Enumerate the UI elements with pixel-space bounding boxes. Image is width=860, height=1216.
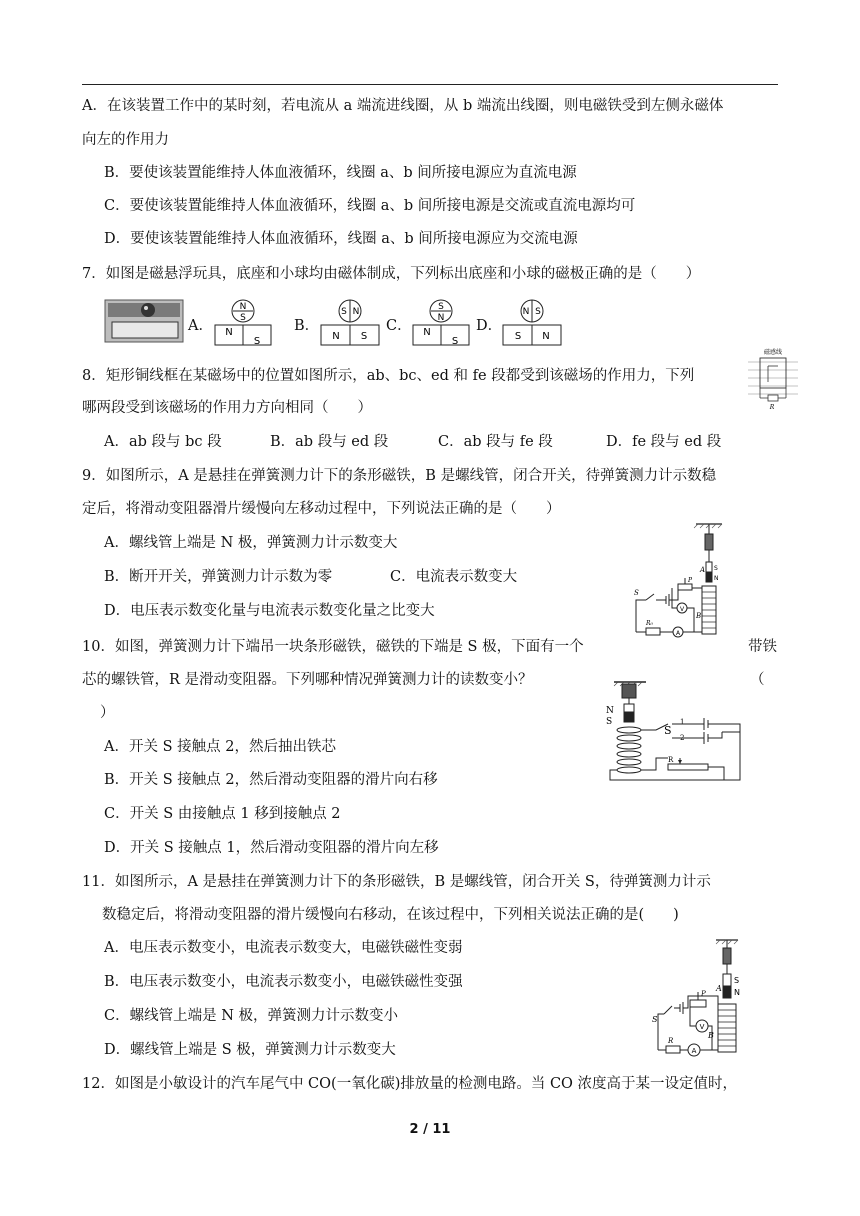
q6-option-c[interactable]: C．要使该装置能维持人体血液循环，线圈 a、b 间所接电源是交流或直流电源均可 — [104, 198, 636, 214]
q9-option-b[interactable]: B．断开开关，弹簧测力计示数为零 — [104, 569, 333, 585]
q10-rheostat-r: R — [668, 756, 674, 764]
q9-resistor-r0: R₀ — [646, 620, 653, 627]
q11-magnet-a: A — [716, 984, 722, 993]
q11-switch-s: S — [652, 1015, 658, 1024]
q11-option-b[interactable]: B．电压表示数变小，电流表示数变小，电磁铁磁性变强 — [104, 974, 463, 990]
q10-option-d[interactable]: D．开关 S 接触点 1，然后滑动变阻器的滑片向左移 — [104, 840, 439, 856]
q8-field-label: 磁感线 — [763, 349, 783, 356]
q11-voltmeter-v: V — [699, 1023, 705, 1031]
q7a-base-left: N — [225, 327, 233, 338]
q11-magnet-s: S — [734, 976, 740, 985]
q10-contact-2: 2 — [680, 734, 685, 742]
q10-stem-line3: ） — [100, 705, 115, 721]
q7c-ball-top: S — [438, 302, 444, 312]
q8-option-d[interactable]: D．fe 段与 ed 段 — [606, 434, 722, 450]
q11-option-c[interactable]: C．螺线管上端是 N 极，弹簧测力计示数变小 — [104, 1008, 398, 1024]
q10-magnet-n: N — [606, 706, 614, 716]
q9-switch-s: S — [634, 589, 639, 597]
q7d-base-right: N — [542, 331, 550, 342]
q7-option-c-figure — [410, 298, 474, 348]
q7-option-b-figure — [318, 298, 384, 348]
q11-stem-line1: 11．如图所示，A 是悬挂在弹簧测力计下的条形磁铁，B 是螺线管，闭合开关 S，待弹簧测力计示 — [82, 874, 711, 890]
q9-option-d[interactable]: D．电压表示数变化量与电流表示数变化量之比变大 — [104, 603, 435, 619]
q11-resistor-r: R — [668, 1037, 674, 1045]
page-number: 2 / 11 — [409, 1122, 451, 1137]
q7d-ball-right: S — [535, 307, 541, 317]
q11-option-a[interactable]: A．电压表示数变小，电流表示数变大，电磁铁磁性变弱 — [104, 940, 463, 956]
q11-circuit-figure — [650, 938, 754, 1060]
q8-option-b[interactable]: B．ab 段与 ed 段 — [270, 434, 389, 450]
q7a-ball-bottom: S — [240, 313, 246, 323]
q10-stem-line1: 10．如图，弹簧测力计下端吊一块条形磁铁，磁铁的下端是 S 极，下面有一个 — [82, 639, 584, 655]
q11-slider-p: P — [701, 990, 706, 998]
maglev-toy-photo — [104, 298, 184, 344]
q7-option-b-label[interactable]: B． — [294, 318, 320, 334]
q8-stem-line1: 8．矩形铜线框在某磁场中的位置如图所示，ab、bc、ed 和 fe 段都受到该磁场的作用力，下列 — [82, 368, 695, 384]
q6-option-b[interactable]: B．要使该装置能维持人体血液循环，线圈 a、b 间所接电源应为直流电源 — [104, 165, 577, 181]
q11-ammeter-a: A — [691, 1047, 697, 1055]
q7-option-c-label[interactable]: C． — [386, 318, 412, 334]
q10-stem-line1-end: 带铁 — [748, 639, 777, 655]
q7-stem: 7．如图是磁悬浮玩具，底座和小球均由磁体制成，下列标出底座和小球的磁极正确的是（ ） — [82, 266, 701, 282]
q7a-base-right: S — [253, 336, 261, 347]
q10-magnet-s: S — [606, 717, 613, 727]
q6-option-a-line2: 向左的作用力 — [82, 132, 169, 148]
q7c-base-left: N — [423, 327, 431, 338]
q12-stem-line1: 12．如图是小敏设计的汽车尾气中 CO(一氧化碳)排放量的检测电路。当 CO 浓度高于某一设定值时， — [82, 1076, 738, 1092]
q9-option-a[interactable]: A．螺线管上端是 N 极，弹簧测力计示数变大 — [104, 535, 398, 551]
q11-stem-line2: 数稳定后，将滑动变阻器的滑片缓慢向右移动，在该过程中，下列相关说法正确的是( ) — [102, 907, 679, 923]
q9-ammeter-a: A — [675, 630, 681, 637]
q11-option-d[interactable]: D．螺线管上端是 S 极，弹簧测力计示数变大 — [104, 1042, 396, 1058]
q9-magnet-s: S — [714, 565, 718, 572]
q11-coil-b: B — [708, 1031, 714, 1040]
q10-option-a[interactable]: A．开关 S 接触点 2，然后抽出铁芯 — [104, 739, 336, 755]
q10-stem-line2: 芯的螺铁管，R 是滑动变阻器。下列哪种情况弹簧测力计的读数变小？ — [82, 672, 533, 688]
q9-magnet-a: A — [700, 566, 706, 574]
q9-coil-b: B — [696, 612, 702, 620]
q7c-base-right: S — [451, 336, 459, 347]
q10-option-b[interactable]: B．开关 S 接触点 2，然后滑动变阻器的滑片向右移 — [104, 772, 438, 788]
q10-contact-1: 1 — [680, 718, 685, 726]
q9-option-c[interactable]: C．电流表示数变大 — [390, 569, 518, 585]
q7b-ball-right: N — [352, 307, 360, 317]
q7d-ball-left: N — [522, 307, 530, 317]
q9-circuit-figure — [632, 522, 736, 640]
q8-option-a[interactable]: A．ab 段与 bc 段 — [104, 434, 222, 450]
q10-circuit-figure — [600, 680, 748, 786]
q7c-ball-bottom: N — [437, 313, 445, 323]
q10-option-c[interactable]: C．开关 S 由接触点 1 移到接触点 2 — [104, 806, 341, 822]
q7-option-d-label[interactable]: D． — [476, 318, 503, 334]
q6-option-d[interactable]: D．要使该装置能维持人体血液循环，线圈 a、b 间所接电源应为交流电源 — [104, 231, 578, 247]
q9-slider-p: P — [688, 577, 693, 584]
q8-stem-line2: 哪两段受到该磁场的作用力方向相同（ ） — [82, 400, 372, 416]
q8-resistor-label: R — [769, 404, 775, 410]
q10-switch-s: S — [664, 724, 672, 737]
q7-option-d-figure — [500, 298, 566, 348]
q8-option-c[interactable]: C．ab 段与 fe 段 — [438, 434, 553, 450]
q9-stem-line1: 9．如图所示，A 是悬挂在弹簧测力计下的条形磁铁，B 是螺线管，闭合开关，待弹簧测力计示数稳 — [82, 468, 717, 484]
q9-magnet-n: N — [714, 575, 719, 582]
q7b-ball-left: S — [341, 307, 347, 317]
q9-voltmeter-v: V — [679, 606, 685, 613]
q7b-base-right: S — [360, 331, 368, 342]
q7-option-a-label[interactable]: A． — [188, 318, 213, 334]
q6-option-a-line1[interactable]: A．在该装置工作中的某时刻，若电流从 a 端流进线圈，从 b 端流出线圈，则电磁铁受到左侧永磁体 — [82, 98, 724, 114]
q10-stem-line2-end: （ — [750, 672, 765, 688]
q8-wire-frame-figure — [746, 346, 800, 410]
q11-magnet-n: N — [734, 988, 740, 997]
q7a-ball-top: N — [239, 302, 247, 312]
header-rule — [82, 84, 778, 85]
q7-option-a-figure — [212, 298, 276, 348]
q7b-base-left: N — [332, 331, 340, 342]
q7d-base-left: S — [514, 331, 522, 342]
q9-stem-line2: 定后，将滑动变阻器滑片缓慢向左移动过程中，下列说法正确的是（ ） — [82, 501, 561, 517]
